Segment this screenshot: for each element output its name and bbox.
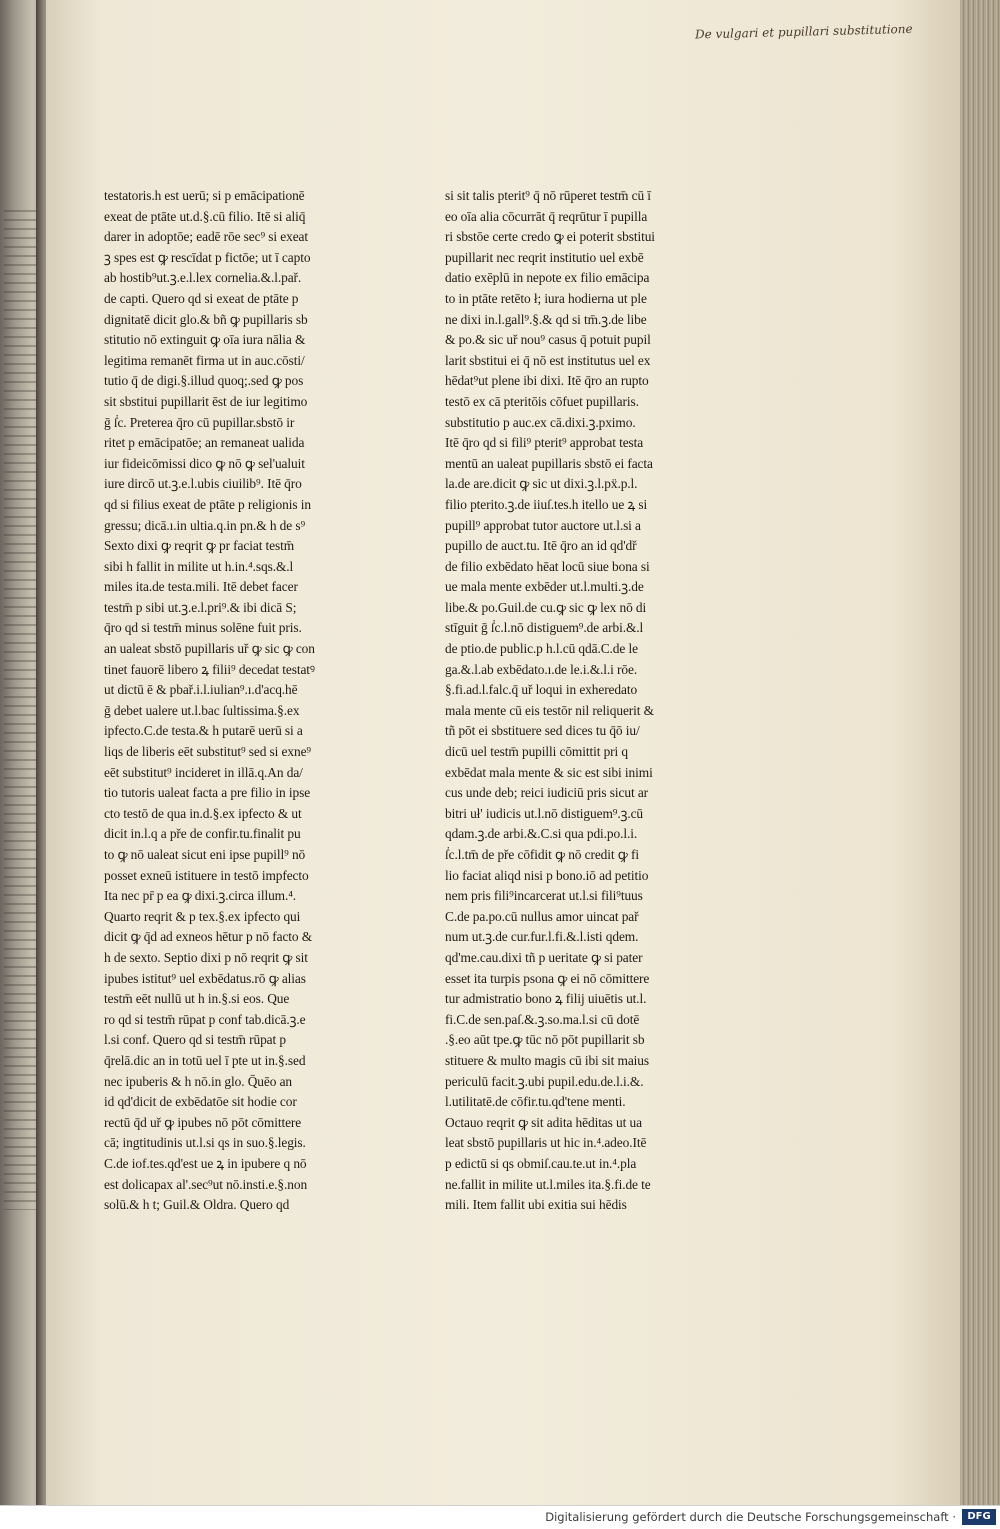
text-line: tutio q̄ de digi.§.illud quoq;.sed ꝙ pos xyxy=(104,373,304,389)
text-line: ipfecto.C.de testa.& h putarē uerū si a xyxy=(104,723,303,739)
text-line: mala mente cū eis testōr nil reliquerit & xyxy=(445,702,654,718)
text-line: ritet p emācipatōe; an remaneat ualida xyxy=(104,435,305,451)
text-line: id qd'dicit de exbēdatōe sit hodie cor xyxy=(104,1094,297,1110)
text-line: sibi h fallit in milite ut h.in.⁴.sqs.&.l xyxy=(104,558,294,574)
text-line: si sit talis pterit⁹ q̄ nō rūperet testm̄ cū ī xyxy=(445,188,651,203)
text-line: gressu; dicā.ı.in ultia.q.in pn.& h de s⁹ xyxy=(104,517,306,533)
text-line: Octauo reqrit ꝙ sit adita hēditas ut ua xyxy=(445,1114,642,1130)
text-line: eo oīa alia cōcurrāt q̄ reqrūtur ī pupilla xyxy=(445,208,648,224)
text-line: h de sexto. Septio dixi p nō reqrit ꝙ sit xyxy=(104,949,308,965)
text-line: stituere & multo magis cū ibi sit maius xyxy=(445,1052,650,1068)
text-line: ꝫ spes est ꝙ rescīdat p fictōe; ut ī capto xyxy=(104,249,311,265)
text-line: l.utilitatē.de cōfir.tu.qd'tene menti. xyxy=(445,1094,626,1110)
text-line: ue mala mente exbēder ut.l.multi.ꝫ.de xyxy=(445,579,644,595)
text-line: ut dictū ē & pbař.i.l.iulian⁹.ı.d'acq.hē xyxy=(104,682,298,698)
text-line: stitutio nō extinguit ꝙ oīa iura nālia & xyxy=(104,332,306,348)
text-line: tio tutoris ualeat facta a pre filio in ipse xyxy=(104,785,311,801)
text-line: §.fi.ad.l.falc.q̄ uř loqui in exheredato xyxy=(445,682,638,698)
text-line: tinet fauorē libero ꝝ filii⁹ decedat testatꝰ xyxy=(104,661,315,677)
text-line: Itē q̄ro qd si fili⁹ pterit⁹ approbat testa xyxy=(445,435,644,451)
handwritten-annotation: De vulgari et pupillari substitutione xyxy=(694,21,913,42)
text-line: de capti. Quero qd si exeat de ptāte p xyxy=(104,290,299,306)
text-line: exbēdat mala mente & sic est sibi inimi xyxy=(445,764,653,780)
text-line: darer in adoptōe; eadē rōe sec⁹ si exeat xyxy=(104,229,309,245)
text-line: qd si filius exeat de ptāte p religionis in xyxy=(104,496,311,512)
text-column-right xyxy=(445,186,720,1216)
text-line: liqs de liberis eēt substitut⁹ sed si exne⁹ xyxy=(104,744,311,760)
text-line: q̄relā.dic an in totū uel ī pte ut in.§.sed xyxy=(104,1052,306,1068)
text-line: filio pterito.ꝫ.de iiuſ.tes.h itello ue ꝝ si xyxy=(445,496,648,512)
funding-credit: Digitalisierung gefördert durch die Deutsche Forschungsgemeinschaft · xyxy=(545,1510,956,1524)
text-line: num ut.ꝫ.de cur.fur.l.fi.&.l.isti qdem. xyxy=(445,929,639,945)
text-line: sit sbstitui pupillarit ēst de iur legitimo xyxy=(104,393,308,409)
text-line: an ualeat sbstō pupillaris uř ꝙ sic ꝙ con xyxy=(104,641,315,657)
text-line: pupillo de auct.tu. Itē q̄ro an id qd'dř xyxy=(445,538,637,554)
text-line: leat sbstō pupillaris ut hic in.⁴.adeo.Itē xyxy=(445,1135,647,1151)
text-line: testm̄ p sibi ut.ꝫ.e.l.pri⁹.& ibi dicā S; xyxy=(104,599,297,615)
text-line: testatoris.h est uerū; si p emācipationē xyxy=(104,188,305,203)
text-line: iur fideicōmissi dico ꝙ nō ꝙ sel'ualuit xyxy=(104,455,305,471)
text-line: cto testō de qua in.d.§.ex ipfecto & ut xyxy=(104,805,302,821)
text-line: pupillarit nec reqrit institutio uel exbē xyxy=(445,249,644,265)
text-line: posset exneū istituere in testō impfecto xyxy=(104,867,309,883)
text-line: ne.fallit in milite ut.l.miles ita.§.fi.de te xyxy=(445,1176,651,1192)
text-line: pupill⁹ approbat tutor auctore ut.l.si a xyxy=(445,517,641,533)
text-line: mentū an ualeat pupillaris sbstō ei facta xyxy=(445,455,653,471)
text-line: eēt substitut⁹ incideret in illā.q.An da/ xyxy=(104,764,303,780)
text-line: iure dircō ut.ꝫ.e.l.ubis ciuilib⁹. Itē q̄ro xyxy=(104,476,302,492)
text-line: rectū q̄d uř ꝙ ipubes nō pōt cōmittere xyxy=(104,1114,302,1130)
text-line: & po.& sic uř nou⁹ casus q̄ potuit pupil xyxy=(445,332,651,348)
text-line: ḡ ẛc. Preterea q̄ro cū pupillar.sbstō ir xyxy=(104,414,295,430)
footer-bar xyxy=(0,1505,1000,1529)
text-line: cā; ingtitudinis ut.l.si qs in suo.§.legis. xyxy=(104,1135,306,1151)
text-line: mili. Item fallit ubi exitia sui hēdis xyxy=(445,1197,627,1213)
page-stack-edge xyxy=(960,0,1000,1505)
text-line: datio exēplū in nepote ex filio emācipa xyxy=(445,270,650,286)
text-line: nec ipuberis & h nō.in glo. Q̄uēo an xyxy=(104,1073,293,1089)
text-line: ḡ debet ualere ut.l.bac ſultissima.§.ex xyxy=(104,702,300,718)
text-line: est dolicapax al'.sec⁹ut nō.insti.e.§.non xyxy=(104,1176,308,1192)
text-line: nem pris fili⁹incarcerat ut.l.si fili⁹tuus xyxy=(445,888,643,904)
text-line: l.si conf. Quero qd si testm̄ rūpat p xyxy=(104,1032,286,1048)
text-line: lio faciat aliqd nisi p bono.iō ad petitio xyxy=(445,867,649,883)
text-line: periculū facit.ꝫ.ubi pupil.edu.de.l.i.&. xyxy=(445,1073,644,1089)
text-line: tñ pōt ei sbstituere sed dices tu q̄ō iu/ xyxy=(445,723,640,739)
text-line: Sexto dixi ꝙ reqrit ꝙ pr faciat testm̄ xyxy=(104,538,295,554)
text-line: Quarto reqrit & p tex.§.ex ipfecto qui xyxy=(104,908,301,924)
text-column-left xyxy=(104,186,384,1216)
text-line: tur admistratio bono ꝝ filij uiuētis ut.l. xyxy=(445,991,647,1007)
text-line: legitima remanēt firma ut in auc.cōsti/ xyxy=(104,352,305,368)
text-line: qdam.ꝫ.de arbi.&.C.si qua pdi.po.l.i. xyxy=(445,826,638,842)
text-line: to in ptāte retēto ł; iura hodierna ut ple xyxy=(445,290,647,306)
text-line: solū.& h t; Guil.& Oldra. Quero qd xyxy=(104,1197,290,1213)
text-line: testm̄ eēt nullū ut h in.§.si eos. Que xyxy=(104,991,290,1007)
text-line: exeat de ptāte ut.d.§.cū filio. Itē si aliq̄ xyxy=(104,208,306,224)
text-line: larit sbstitui ei q̄ nō est institutus uel ex xyxy=(445,352,651,368)
text-line: libe.& po.Guil.de cu.ꝙ sic ꝙ lex nō di xyxy=(445,599,647,615)
text-line: cus unde deb; reici iudiciū pris sicut ar xyxy=(445,785,649,801)
text-line: ab hostib⁹ut.ꝫ.e.l.lex cornelia.&.l.pař. xyxy=(104,270,302,286)
text-line: ri sbstōe certe credo ꝙ ei poterit sbstitui xyxy=(445,229,655,245)
dfg-logo: DFG xyxy=(962,1509,996,1525)
text-line: C.de iof.tes.qd'est ue ꝝ in ipubere q nō xyxy=(104,1155,307,1171)
text-line: dicit in.l.q a pře de confir.tu.finalit pu xyxy=(104,826,301,842)
facing-page-text-bleed xyxy=(4,210,40,1210)
text-line: bitri uł' iudicis ut.l.nō distiguem⁹.ꝫ.cū xyxy=(445,805,644,821)
text-line: miles ita.de testa.mili. Itē debet facer xyxy=(104,579,298,595)
text-line: ipubes istitut⁹ uel exbēdatus.rō ꝙ alias xyxy=(104,970,306,986)
text-line: esset ita turpis psona ꝙ ei nō cōmittere xyxy=(445,970,650,986)
text-line: qd'me.cau.dixi tñ p ueritate ꝙ si pater xyxy=(445,949,643,965)
text-line: ga.&.l.ab exbēdato.ı.de le.i.&.l.i rōe. xyxy=(445,661,638,677)
text-line: dicit ꝙ q̄d ad exneos hētur p nō facto & xyxy=(104,929,313,945)
text-line: fi.C.de sen.paſ.&.ꝫ.so.ma.l.si cū dotē xyxy=(445,1011,640,1027)
text-line: .§.eo aūt tpe.ꝙ tūc nō pōt pupillarit sb xyxy=(445,1032,645,1048)
text-line: hēdat⁹ut plene ibi dixi. Itē q̄ro an rupto xyxy=(445,373,649,389)
text-line: dignitatē dicit glo.& bñ ꝙ pupillaris sb xyxy=(104,311,308,327)
text-line: la.de are.dicit ꝙ sic ut dixi.ꝫ.l.pẍ.p.l. xyxy=(445,476,638,492)
text-line: ẛc.l.tm̄ de pře cōfidit ꝙ nō credit ꝙ fi xyxy=(445,847,639,862)
text-line: Ita nec pr̄ p ea ꝙ dixi.ꝫ.circa illum.⁴. xyxy=(104,888,297,904)
text-line: p edictū si qs obmiſ.cau.te.ut in.⁴.pla xyxy=(445,1155,637,1171)
text-line: ne dixi in.l.gall⁹.§.& qd si tm̄.ꝫ.de libe xyxy=(445,311,647,327)
text-line: testō ex cā pteritōis cōfuet pupillaris. xyxy=(445,393,639,409)
text-line: stīguit ḡ ẛc.l.nō distiguem⁹.de arbi.&.l xyxy=(445,620,644,636)
text-line: dicū uel testm̄ pupilli cōmittit pri q xyxy=(445,744,629,760)
text-line: de ptio.de public.p h.l.cū qdā.C.de le xyxy=(445,641,638,657)
text-line: substitutio p auc.ex cā.dixi.ꝫ.pximo. xyxy=(445,414,636,430)
text-line: C.de pa.po.cū nullus amor uincat pař xyxy=(445,908,639,924)
text-line: to ꝙ nō ualeat sicut eni ipse pupill⁹ nō xyxy=(104,847,306,862)
text-line: ro qd si testm̄ rūpat p conf tab.dicā.ꝫ.e xyxy=(104,1011,306,1027)
text-line: de filio exbēdato hēat locū siue bona si xyxy=(445,558,650,574)
text-line: q̄ro qd si testm̄ minus solēne fuit pris. xyxy=(104,620,302,636)
